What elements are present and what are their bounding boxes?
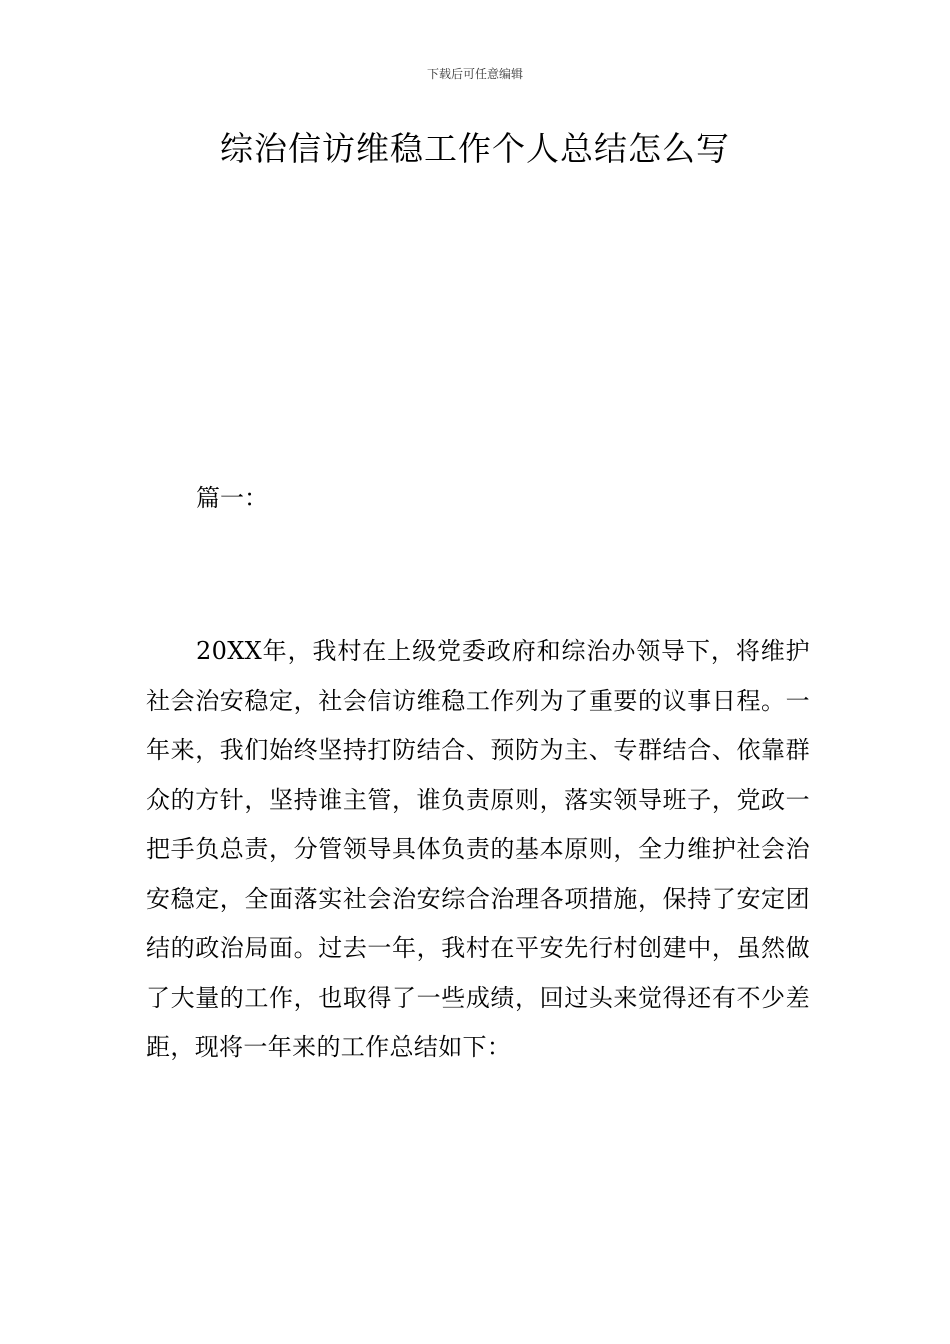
body-paragraph: 20XX年，我村在上级党委政府和综治办领导下，将维护社会治安稳定，社会信访维稳工作列为了重要的议事日程。一年来，我们始终坚持打防结合、预防为主、专群结合、依靠群众的方针，坚持谁主管，谁负责原则，落实领导班子，党政一把手负总责，分管领导具体负责的基本原则，全力维护社会治安稳定，全面落实社会治安综合治理各项措施，保持了安定团结的政治局面。过去一年，我村在平安先行村创建中，虽然做了大量的工作，也取得了一些成绩，回过头来觉得还有不少差距，现将一年来的工作总结如下：: [146, 637, 810, 1061]
document-title: 综治信访维稳工作个人总结怎么写: [220, 129, 730, 168]
section-heading: 篇一：: [196, 484, 268, 512]
header-note: 下载后可任意编辑: [426, 67, 523, 81]
